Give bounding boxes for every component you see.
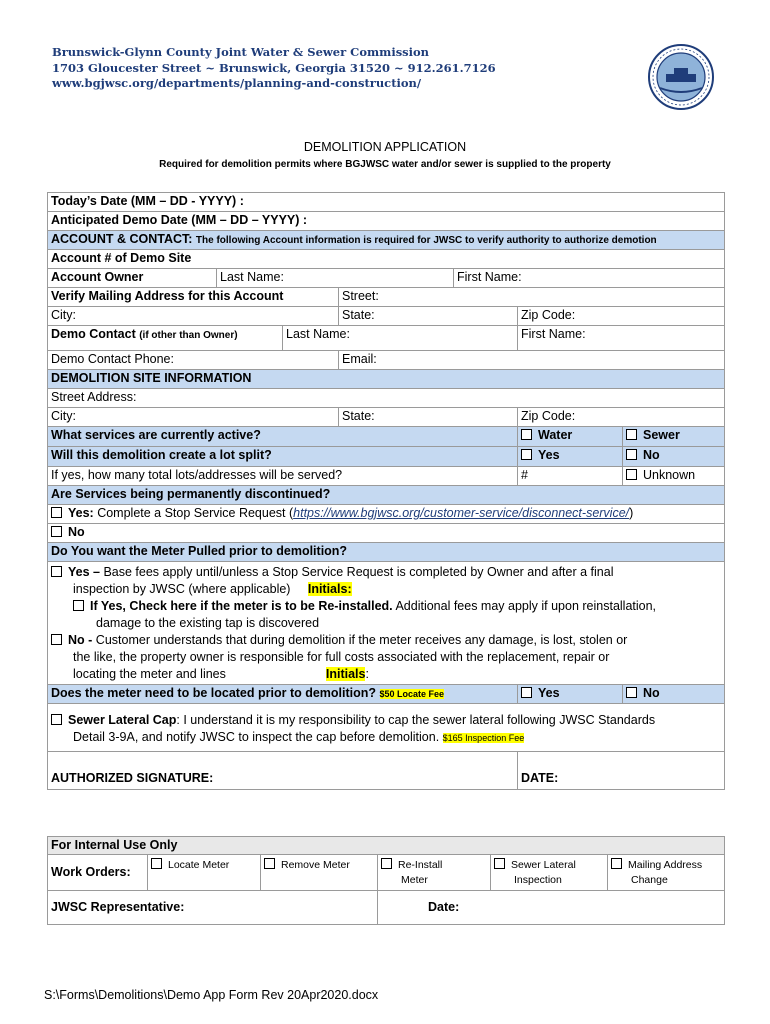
contact-first-name-field[interactable]: First Name: <box>518 326 725 351</box>
wo-locate-meter[interactable]: Locate Meter <box>148 855 261 891</box>
account-contact-header: ACCOUNT & CONTACT: The following Account information is required for JWSC to verify authority to authorize demotion <box>48 231 725 250</box>
wo-sewer-lateral[interactable]: Sewer Lateral Inspection <box>491 855 608 891</box>
page-subtitle: Required for demolition permits where BGJWSC water and/or sewer is supplied to the property <box>159 159 611 170</box>
mailing-zip-field[interactable]: Zip Code: <box>518 307 725 326</box>
internal-use-table <box>47 836 725 925</box>
demo-date-field[interactable]: Anticipated Demo Date (MM – DD – YYYY) : <box>48 212 725 231</box>
locate-yes-checkbox[interactable]: Yes <box>518 685 623 704</box>
perm-discontinued-label: Are Services being permanently discontinued? <box>48 486 725 505</box>
jwsc-seal-icon <box>648 44 714 110</box>
sewer-checkbox[interactable]: Sewer <box>623 427 725 447</box>
locate-yes-icon[interactable] <box>521 687 532 698</box>
sewer-check-icon[interactable] <box>626 429 637 440</box>
letterhead <box>52 45 496 92</box>
lots-count-field[interactable]: # <box>518 467 623 486</box>
signature-date-field[interactable]: DATE: <box>518 752 725 790</box>
meter-no-initials[interactable]: Initials <box>325 667 366 681</box>
water-checkbox[interactable]: Water <box>518 427 623 447</box>
contact-phone-field[interactable]: Demo Contact Phone: <box>48 351 339 370</box>
lot-split-no-icon[interactable] <box>626 449 637 460</box>
site-zip-field[interactable]: Zip Code: <box>518 408 725 427</box>
mailing-state-field[interactable]: State: <box>339 307 518 326</box>
jwsc-rep-field[interactable]: JWSC Representative: <box>48 891 378 925</box>
meter-pulled-label: Do You want the Meter Pulled prior to demolition? <box>48 543 725 562</box>
wo-remove-check-icon[interactable] <box>264 858 275 869</box>
wo-sewer-check-icon[interactable] <box>494 858 505 869</box>
lot-split-yes-icon[interactable] <box>521 449 532 460</box>
perm-no-option[interactable]: No <box>48 524 725 543</box>
meter-yes-check-icon[interactable] <box>51 566 62 577</box>
perm-yes-check-icon[interactable] <box>51 507 62 518</box>
lot-split-no-checkbox[interactable]: No <box>623 447 725 467</box>
org-url: www.bgjwsc.org/departments/planning-and-construction/ <box>52 76 422 90</box>
wo-reinstall-check-icon[interactable] <box>381 858 392 869</box>
perm-no-check-icon[interactable] <box>51 526 62 537</box>
demo-contact-label: Demo Contact (if other than Owner) <box>48 326 283 351</box>
lots-served-label: If yes, how many total lots/addresses will be served? <box>48 467 518 486</box>
lot-split-yes-checkbox[interactable]: Yes <box>518 447 623 467</box>
disconnect-service-link[interactable]: https://www.bgjwsc.org/customer-service/disconnect-service/ <box>293 506 630 520</box>
meter-yes-option[interactable]: Yes – Base fees apply until/unless a Stop Service Request is completed by Owner and after a final <box>51 564 721 581</box>
wo-mailing-change[interactable]: Mailing Address Change <box>608 855 725 891</box>
site-city-field[interactable]: City: <box>48 408 339 427</box>
meter-no-check-icon[interactable] <box>51 634 62 645</box>
contact-last-name-field[interactable]: Last Name: <box>283 326 518 351</box>
org-name: Brunswick-Glynn County Joint Water & Sewer Commission <box>52 45 430 59</box>
lot-split-label: Will this demolition create a lot split? <box>48 447 518 467</box>
reinstall-option[interactable]: If Yes, Check here if the meter is to be Re-installed. Additional fees may apply if upon reinstallation, <box>51 598 721 615</box>
internal-date-field[interactable]: Date: <box>378 891 725 925</box>
todays-date-field[interactable]: Today’s Date (MM – DD - YYYY) : <box>48 193 725 212</box>
meter-locate-label: Does the meter need to be located prior to demolition? $50 Locate Fee <box>48 685 518 704</box>
perm-yes-option[interactable]: Yes: Complete a Stop Service Request (https://www.bgjwsc.org/customer-service/disconnect-service/) <box>48 505 725 524</box>
sewer-cap-check-icon[interactable] <box>51 714 62 725</box>
site-info-header: DEMOLITION SITE INFORMATION <box>48 370 725 389</box>
meter-options-block: Yes – Base fees apply until/unless a Stop Service Request is completed by Owner and after a final inspection by JWSC (where applicable) Initials: If Yes, Check here if the meter is to be Re-installed. Additional fees may apply if upon reinstallation, damage to the existing tap is discovered No - Customer understands that during demolition if the meter receives any damage, is lost, stolen or the like, the property owner is responsible for full costs associated with the replacement, repair or locating the meter and lines Initials: <box>48 562 725 685</box>
mailing-city-field[interactable]: City: <box>48 307 339 326</box>
work-orders-label: Work Orders: <box>48 855 148 891</box>
wo-mailing-check-icon[interactable] <box>611 858 622 869</box>
page-title: DEMOLITION APPLICATION <box>303 140 467 154</box>
owner-last-name-field[interactable]: Last Name: <box>217 269 454 288</box>
contact-email-field[interactable]: Email: <box>339 351 725 370</box>
locate-no-checkbox[interactable]: No <box>623 685 725 704</box>
meter-yes-initials[interactable]: Initials: <box>307 582 352 596</box>
lots-unknown-checkbox[interactable]: Unknown <box>623 467 725 486</box>
locate-fee-badge: $50 Locate Fee <box>379 689 445 699</box>
sewer-cap-option[interactable]: Sewer Lateral Cap: I understand it is my responsibility to cap the sewer lateral following JWSC Standards Detail 3-9A, and notify JWSC to inspect the cap before demolition. $165 Inspection Fee <box>48 704 725 752</box>
wo-locate-check-icon[interactable] <box>151 858 162 869</box>
wo-reinstall-meter[interactable]: Re-Install Meter <box>378 855 491 891</box>
file-path-footer: S:\Forms\Demolitions\Demo App Form Rev 20Apr2020.docx <box>44 988 379 1002</box>
site-state-field[interactable]: State: <box>339 408 518 427</box>
meter-no-option[interactable]: No - Customer understands that during demolition if the meter receives any damage, is lost, stolen or <box>51 632 721 649</box>
authorized-signature-field[interactable]: AUTHORIZED SIGNATURE: <box>48 752 518 790</box>
verify-mailing-label: Verify Mailing Address for this Account <box>48 288 339 307</box>
inspection-fee-badge: $165 Inspection Fee <box>442 733 525 743</box>
org-address: 1703 Gloucester Street ~ Brunswick, Georgia 31520 ~ 912.261.7126 <box>52 60 496 75</box>
wo-remove-meter[interactable]: Remove Meter <box>261 855 378 891</box>
demolition-form <box>47 192 725 790</box>
water-check-icon[interactable] <box>521 429 532 440</box>
mailing-street-field[interactable]: Street: <box>339 288 725 307</box>
locate-no-icon[interactable] <box>626 687 637 698</box>
services-active-label: What services are currently active? <box>48 427 518 447</box>
site-street-field[interactable]: Street Address: <box>48 389 725 408</box>
account-owner-label: Account Owner <box>48 269 217 288</box>
owner-first-name-field[interactable]: First Name: <box>454 269 725 288</box>
internal-use-header: For Internal Use Only <box>48 837 725 855</box>
reinstall-check-icon[interactable] <box>73 600 84 611</box>
unknown-check-icon[interactable] <box>626 469 637 480</box>
account-number-field[interactable]: Account # of Demo Site <box>48 250 725 269</box>
